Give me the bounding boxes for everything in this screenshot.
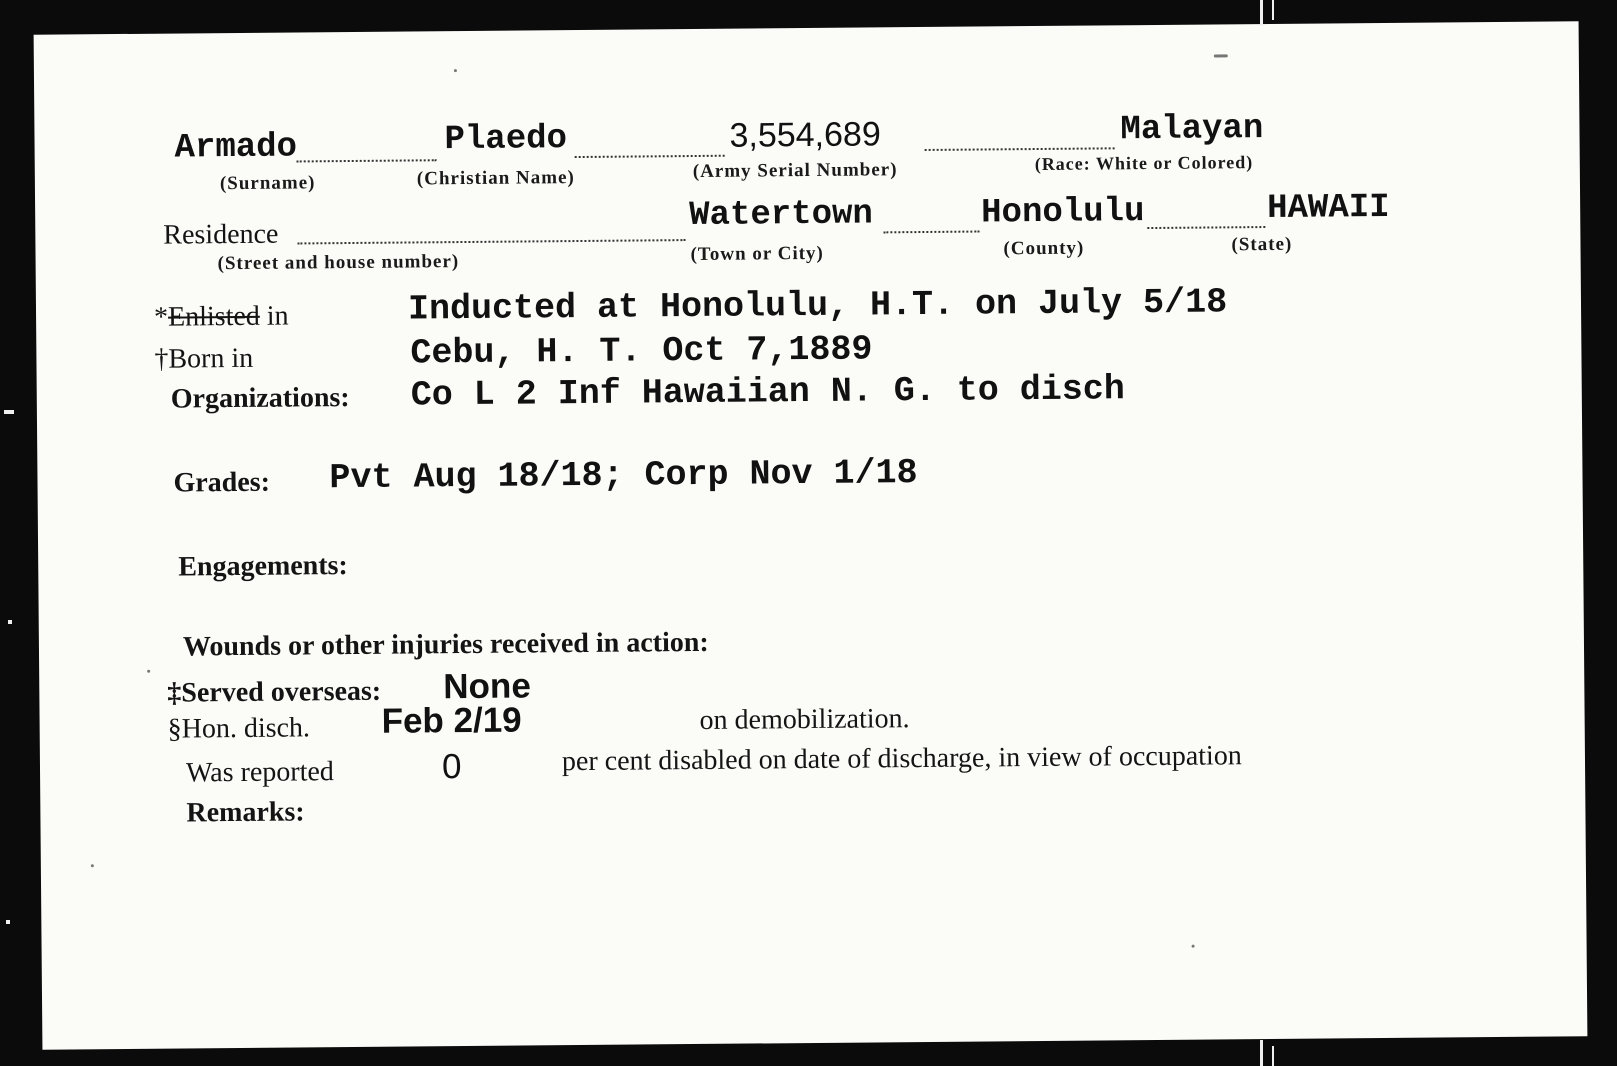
- wounds-label: Wounds or other injuries received in action:: [182, 626, 709, 663]
- residence-label: Residence: [163, 218, 279, 251]
- scanner-edge-mark: [1272, 0, 1274, 20]
- born-value: Cebu, H. T. Oct 7,1889: [410, 329, 873, 374]
- organizations-value: Co L 2 Inf Hawaiian N. G. to disch: [410, 369, 1126, 416]
- town-caption: (Town or City): [690, 242, 824, 266]
- state-caption: (State): [1231, 233, 1293, 256]
- organizations-label: Organizations:: [170, 382, 350, 415]
- race-value: Malayan: [1120, 110, 1264, 150]
- honorable-discharge-label: §Hon. disch.: [167, 712, 311, 745]
- residence-county-value: Honolulu: [981, 193, 1145, 233]
- scan-speck: [1192, 945, 1195, 948]
- residence-state-value: HAWAII: [1267, 188, 1390, 229]
- was-reported-label: Was reported: [185, 756, 334, 789]
- town-dotted-line: [883, 231, 979, 234]
- scan-speck: [91, 864, 94, 867]
- serial-number-value: 3,554,689: [729, 115, 881, 155]
- enlisted-value: Inducted at Honolulu, H.T. on July 5/18: [407, 282, 1228, 330]
- surname-caption: (Surname): [219, 172, 316, 195]
- street-dotted-line: [297, 239, 685, 244]
- christian-name-value: Plaedo: [444, 120, 568, 160]
- scanner-edge-mark: [1260, 0, 1263, 26]
- service-record-card: [34, 21, 1588, 1049]
- residence-town-value: Watertown: [689, 195, 874, 236]
- enlisted-in-text: in: [266, 300, 289, 332]
- served-overseas-value: None: [443, 666, 531, 707]
- county-caption: (County): [1003, 237, 1085, 260]
- demobilization-text: on demobilization.: [699, 703, 910, 736]
- serial-number-caption: (Army Serial Number): [692, 159, 898, 183]
- engagements-label: Engagements:: [178, 550, 348, 583]
- christian-name-dotted-line: [575, 155, 725, 158]
- christian-name-caption: (Christian Name): [416, 167, 575, 190]
- scan-speck: [1214, 54, 1228, 57]
- honorable-discharge-value: Feb 2/19: [381, 700, 522, 741]
- disability-percent-value: 0: [441, 747, 462, 787]
- scanner-edge-mark: [1272, 1046, 1274, 1066]
- grades-label: Grades:: [173, 466, 271, 499]
- disability-statement-text: per cent disabled on date of discharge, in view of occupation: [561, 740, 1242, 778]
- surname-dotted-line: [297, 159, 437, 162]
- scanner-edge-mark: [8, 620, 12, 624]
- scan-speck: [454, 69, 457, 72]
- scan-speck: [147, 670, 150, 673]
- enlisted-asterisk: *: [153, 301, 169, 333]
- surname-value: Armado: [174, 128, 298, 168]
- scanner-edge-mark: [4, 410, 14, 414]
- enlisted-label: [154, 301, 289, 334]
- race-caption: (Race: White or Colored): [1034, 152, 1254, 175]
- remarks-label: Remarks:: [186, 796, 305, 829]
- grades-value: Pvt Aug 18/18; Corp Nov 1/18: [329, 453, 918, 499]
- street-caption: (Street and house number): [217, 251, 460, 275]
- served-overseas-label: ‡Served overseas:: [167, 675, 382, 709]
- enlisted-struck-text: Enlisted: [167, 300, 260, 333]
- scanner-edge-mark: [1260, 1040, 1263, 1066]
- serial-dotted-line: [925, 147, 1115, 151]
- county-dotted-line: [1147, 226, 1265, 229]
- scanner-edge-mark: [6, 920, 10, 924]
- born-label: †Born in: [154, 342, 254, 375]
